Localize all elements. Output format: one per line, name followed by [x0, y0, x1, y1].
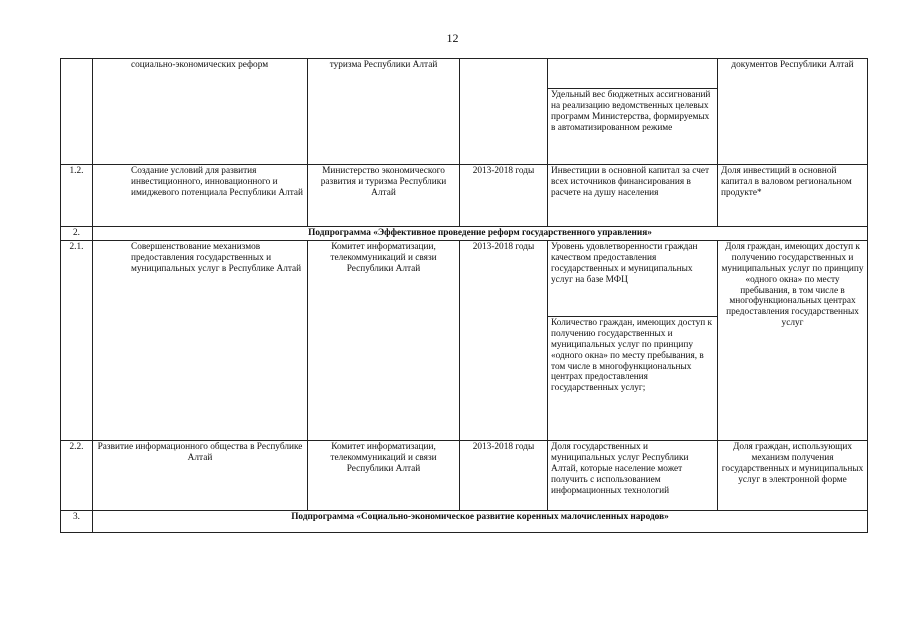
period-cell: 2013-2018 годы — [460, 241, 548, 441]
table-row-continuation — [61, 59, 868, 89]
period-cell — [460, 59, 548, 165]
event-name-cell: Развитие информационного общества в Республике Алтай — [93, 441, 308, 511]
goal-cell: Доля граждан, имеющих доступ к получению государственных и муниципальных услуг по принципу «одного окна» по месту пребывания, в том числе в многофункциональных центрах предоставления государственных услуг — [718, 241, 868, 441]
table-row-subprogram-3 — [61, 511, 868, 533]
organization-cell: туризма Республики Алтай — [308, 59, 460, 165]
event-name-cell: Совершенствование механизмов предоставления государственных и муниципальных услуг в Республике Алтай — [93, 241, 308, 441]
indicator-cell: Удельный вес бюджетных ассигнований на реализацию ведомственных целевых программ Министерства, формируемых в автоматизированном режиме — [548, 89, 718, 165]
goal-cell: Доля инвестиций в основной капитал в валовом региональном продукте* — [718, 165, 868, 227]
row-number-cell: 1.2. — [61, 165, 93, 227]
indicator-cell: Количество граждан, имеющих доступ к получению государственных и муниципальных услуг по принципу «одного окна» по месту пребывания, в том числе в многофункциональных центрах предоставления государственных услуг; — [548, 317, 718, 441]
subprogram-title: Подпрограмма «Эффективное проведение реформ государственного управления» — [93, 227, 868, 241]
goal-cell: Доля граждан, использующих механизм получения государственных и муниципальных услуг в электронной форме — [718, 441, 868, 511]
organization-cell: Комитет информатизации, телекоммуникаций и связи Республики Алтай — [308, 441, 460, 511]
table-row-subprogram-2 — [61, 227, 868, 241]
event-name-cell: социально-экономических реформ — [93, 59, 308, 165]
period-cell: 2013-2018 годы — [460, 441, 548, 511]
row-number-cell — [61, 59, 93, 165]
period-cell: 2013-2018 годы — [460, 165, 548, 227]
table-row-2-2 — [61, 441, 868, 511]
table-row-2-1 — [61, 241, 868, 317]
organization-cell: Министерство экономического развития и туризма Республики Алтай — [308, 165, 460, 227]
indicator-cell: Уровень удовлетворенности граждан качеством предоставления государственных и муниципальных услуг на базе МФЦ — [548, 241, 718, 317]
indicator-cell: Доля государственных и муниципальных услуг Республики Алтай, которые население может получить с использованием информационных технологий — [548, 441, 718, 511]
table-row-1-2 — [61, 165, 868, 227]
row-number-cell: 2. — [61, 227, 93, 241]
page-number: 12 — [446, 31, 459, 45]
program-table — [60, 58, 868, 533]
subprogram-title: Подпрограмма «Социально-экономическое развитие коренных малочисленных народов» — [93, 511, 868, 533]
row-number-cell: 3. — [61, 511, 93, 533]
indicator-cell — [548, 59, 718, 89]
row-number-cell: 2.1. — [61, 241, 93, 441]
row-number-cell: 2.2. — [61, 441, 93, 511]
event-name-cell: Создание условий для развития инвестиционного, инновационного и имиджевого потенциала Республики Алтай — [93, 165, 308, 227]
goal-cell: документов Республики Алтай — [718, 59, 868, 165]
indicator-cell: Инвестиции в основной капитал за счет всех источников финансирования в расчете на душу населения — [548, 165, 718, 227]
organization-cell: Комитет информатизации, телекоммуникаций и связи Республики Алтай — [308, 241, 460, 441]
